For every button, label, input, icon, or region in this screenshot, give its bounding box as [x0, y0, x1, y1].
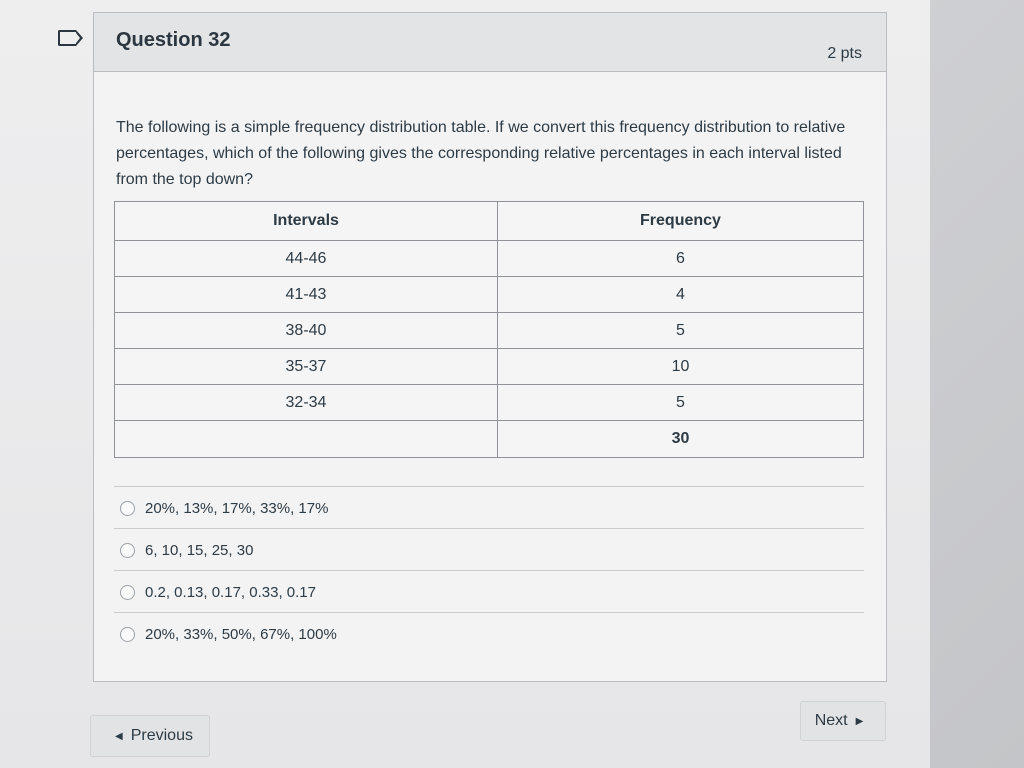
chevron-left-icon: ◀ [115, 730, 123, 742]
frequency-cell: 5 [498, 385, 864, 421]
total-frequency-cell: 30 [498, 421, 864, 458]
bookmark-flag-icon[interactable] [58, 30, 76, 46]
question-header [94, 13, 886, 72]
interval-cell: 44-46 [115, 241, 498, 277]
interval-cell: 41-43 [115, 277, 498, 313]
answer-divider [114, 570, 864, 571]
intervals-header: Intervals [115, 202, 498, 241]
answer-divider [114, 486, 864, 487]
answer-label: 20%, 13%, 17%, 33%, 17% [145, 500, 329, 517]
question-points: 2 pts [827, 45, 862, 62]
table-row [115, 277, 864, 313]
table-row [115, 241, 864, 277]
answer-option-4[interactable] [120, 626, 337, 643]
answer-option-3[interactable] [120, 584, 316, 601]
frequency-cell: 4 [498, 277, 864, 313]
table-total-row [115, 421, 864, 458]
answer-divider [114, 528, 864, 529]
frequency-header: Frequency [498, 202, 864, 241]
question-card [93, 12, 887, 682]
answer-label: 0.2, 0.13, 0.17, 0.33, 0.17 [145, 584, 316, 601]
question-title: Question 32 [116, 29, 231, 51]
answer-option-2[interactable] [120, 542, 253, 559]
next-label: Next [814, 712, 848, 729]
frequency-cell: 6 [498, 241, 864, 277]
radio-button[interactable] [120, 585, 135, 600]
total-empty-cell [115, 421, 498, 458]
frequency-cell: 5 [498, 313, 864, 349]
interval-cell: 32-34 [115, 385, 498, 421]
question-text: The following is a simple frequency distribution table. If we convert this frequency distribution to relative percentages, which of the following gives the corresponding relative percentages in each interval listed from the top down? [116, 119, 846, 188]
table-row [115, 349, 864, 385]
chevron-right-icon: ▶ [855, 715, 864, 727]
frequency-table [114, 201, 864, 458]
answer-label: 20%, 33%, 50%, 67%, 100% [145, 626, 337, 643]
answer-option-1[interactable] [120, 500, 328, 517]
table-header-row [115, 202, 864, 241]
previous-label: Previous [130, 727, 193, 744]
answer-label: 6, 10, 15, 25, 30 [145, 542, 254, 559]
previous-button[interactable] [90, 715, 210, 757]
frequency-cell: 10 [498, 349, 864, 385]
answer-divider [114, 612, 864, 613]
interval-cell: 35-37 [115, 349, 498, 385]
interval-cell: 38-40 [115, 313, 498, 349]
radio-button[interactable] [120, 627, 135, 642]
radio-button[interactable] [120, 543, 135, 558]
table-row [115, 313, 864, 349]
radio-button[interactable] [120, 501, 135, 516]
next-button[interactable] [800, 701, 886, 741]
table-row [115, 385, 864, 421]
